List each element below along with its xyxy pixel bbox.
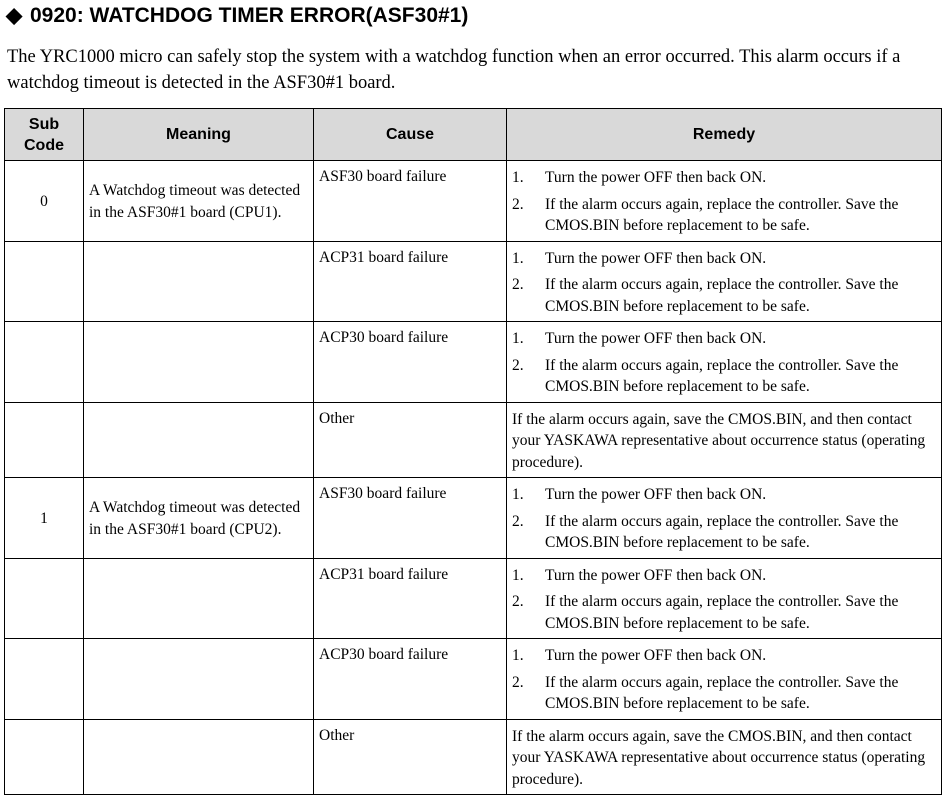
remedy-step bbox=[512, 591, 936, 634]
step-text: Turn the power OFF then back ON. bbox=[545, 249, 767, 267]
header-cause: Cause bbox=[314, 109, 507, 161]
step-text: Turn the power OFF then back ON. bbox=[545, 647, 767, 664]
table-row bbox=[5, 558, 942, 639]
table-row bbox=[5, 639, 942, 720]
step-number: 1. bbox=[512, 566, 524, 584]
step-text: If the alarm occurs again, replace the controller. Save the CMOS.BIN before replacement to be safe. bbox=[545, 356, 899, 395]
alarm-table bbox=[4, 108, 942, 795]
remedy-list bbox=[512, 248, 936, 318]
step-number: 1. bbox=[512, 249, 524, 267]
step-text: If the alarm occurs again, replace the controller. Save the CMOS.BIN before replacement to be safe. bbox=[545, 593, 899, 632]
sub-code-cell bbox=[5, 639, 84, 720]
header-code: Code bbox=[24, 136, 64, 154]
step-number: 2. bbox=[512, 276, 524, 293]
step-number: 1. bbox=[512, 330, 524, 347]
remedy-cell bbox=[507, 322, 942, 403]
header-sub-code bbox=[5, 109, 84, 161]
step-text: If the alarm occurs again, replace the controller. Save the CMOS.BIN before replacement to be safe. bbox=[545, 195, 899, 234]
meaning-cell bbox=[84, 639, 314, 720]
step-number: 2. bbox=[512, 673, 524, 691]
table-row bbox=[5, 719, 942, 795]
remedy-step bbox=[512, 672, 936, 715]
step-text: Turn the power OFF then back ON. bbox=[545, 330, 767, 347]
remedy-cell bbox=[507, 558, 942, 639]
cause-cell: ASF30 board failure bbox=[314, 161, 507, 242]
heading-text: 0920: WATCHDOG TIMER ERROR(ASF30#1) bbox=[30, 4, 469, 27]
meaning-cell: A Watchdog timeout was detected in the ASF30#1 board (CPU1). bbox=[84, 161, 314, 242]
sub-code-cell bbox=[5, 719, 84, 795]
remedy-step bbox=[512, 484, 936, 506]
remedy-list bbox=[512, 167, 936, 237]
remedy-cell bbox=[507, 161, 942, 242]
cause-cell: ACP31 board failure bbox=[314, 558, 507, 639]
step-text: Turn the power OFF then back ON. bbox=[545, 486, 767, 503]
remedy-step bbox=[512, 565, 936, 587]
header-remedy: Remedy bbox=[507, 109, 942, 161]
table-row bbox=[5, 161, 942, 242]
remedy-step bbox=[512, 355, 936, 398]
step-number: 2. bbox=[512, 593, 524, 610]
cause-cell: ACP30 board failure bbox=[314, 639, 507, 720]
sub-code-cell bbox=[5, 322, 84, 403]
remedy-step bbox=[512, 194, 936, 237]
table-header-row bbox=[5, 109, 942, 161]
meaning-cell bbox=[84, 241, 314, 322]
remedy-cell bbox=[507, 639, 942, 720]
remedy-step bbox=[512, 645, 936, 667]
step-number: 1. bbox=[512, 169, 524, 186]
meaning-cell: A Watchdog timeout was detected in the ASF30#1 board (CPU2). bbox=[84, 478, 314, 559]
step-text: Turn the power OFF then back ON. bbox=[545, 169, 767, 186]
step-number: 2. bbox=[512, 195, 524, 213]
sub-code-cell bbox=[5, 558, 84, 639]
sub-code-cell bbox=[5, 402, 84, 478]
cause-cell: Other bbox=[314, 402, 507, 478]
step-number: 2. bbox=[512, 512, 524, 530]
sub-code-cell: 1 bbox=[5, 478, 84, 559]
remedy-list bbox=[512, 565, 936, 635]
step-text: If the alarm occurs again, replace the controller. Save the CMOS.BIN before replacement to be safe. bbox=[545, 512, 899, 551]
step-text: Turn the power OFF then back ON. bbox=[545, 566, 767, 584]
table-row bbox=[5, 478, 942, 559]
meaning-cell bbox=[84, 719, 314, 795]
step-number: 1. bbox=[512, 647, 524, 664]
intro-paragraph: The YRC1000 micro can safely stop the system with a watchdog function when an error occurred. This alarm occurs if a watchdog timeout is detected in the ASF30#1 board. bbox=[7, 47, 901, 93]
step-number: 1. bbox=[512, 486, 524, 503]
table-row bbox=[5, 241, 942, 322]
remedy-cell: If the alarm occurs again, save the CMOS.BIN, and then contact your YASKAWA representative about occurrence status (operating procedure). bbox=[507, 719, 942, 795]
cause-cell: ACP30 board failure bbox=[314, 322, 507, 403]
cause-cell: ACP31 board failure bbox=[314, 241, 507, 322]
sub-code-cell bbox=[5, 241, 84, 322]
header-sub: Sub bbox=[28, 115, 60, 133]
remedy-list bbox=[512, 645, 936, 715]
remedy-cell bbox=[507, 241, 942, 322]
remedy-step bbox=[512, 167, 936, 189]
meaning-cell bbox=[84, 322, 314, 403]
remedy-step bbox=[512, 274, 936, 317]
remedy-step bbox=[512, 328, 936, 350]
step-number: 2. bbox=[512, 356, 524, 374]
remedy-list bbox=[512, 484, 936, 554]
remedy-step bbox=[512, 511, 936, 554]
remedy-step bbox=[512, 248, 936, 270]
step-text: If the alarm occurs again, replace the controller. Save the CMOS.BIN before replacement to be safe. bbox=[545, 673, 899, 712]
meaning-cell bbox=[84, 558, 314, 639]
table-row bbox=[5, 402, 942, 478]
cause-cell: Other bbox=[314, 719, 507, 795]
step-text: If the alarm occurs again, replace the controller. Save the CMOS.BIN before replacement to be safe. bbox=[545, 276, 899, 315]
meaning-cell bbox=[84, 402, 314, 478]
remedy-cell bbox=[507, 478, 942, 559]
sub-code-cell: 0 bbox=[5, 161, 84, 242]
remedy-list bbox=[512, 328, 936, 398]
section-heading bbox=[6, 2, 468, 30]
header-meaning: Meaning bbox=[84, 109, 314, 161]
diamond-bullet-icon: ◆ bbox=[6, 4, 23, 27]
cause-cell: ASF30 board failure bbox=[314, 478, 507, 559]
remedy-cell: If the alarm occurs again, save the CMOS.BIN, and then contact your YASKAWA representative about occurrence status (operating procedure). bbox=[507, 402, 942, 478]
table-row bbox=[5, 322, 942, 403]
